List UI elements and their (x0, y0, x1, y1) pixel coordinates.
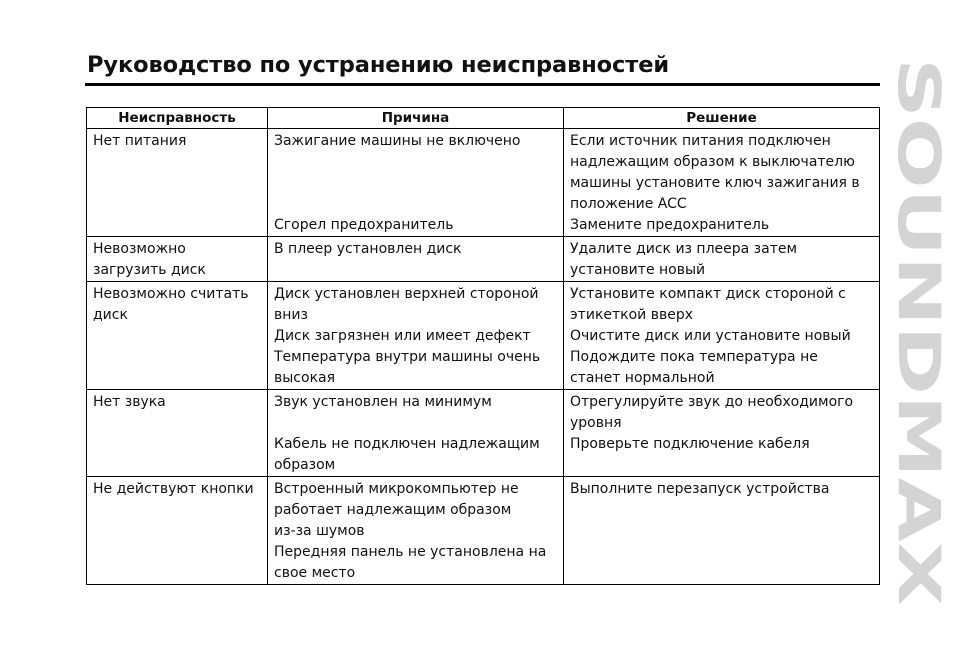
cell-text-line: Диск загрязнен или имеет дефект (274, 328, 531, 344)
table-row (87, 282, 880, 390)
cell-text-line: Удалите диск из плеера затем (570, 241, 798, 257)
cell-solution (564, 477, 880, 585)
cell-solution (564, 390, 880, 477)
cell-text-line: положение ACC (570, 196, 687, 212)
cell-text-line: Замените предохранитель (570, 217, 770, 233)
column-header-cause: Причина (268, 108, 564, 129)
cell-text-line: Выполните перезапуск устройства (570, 481, 830, 497)
cell-problem (87, 282, 268, 390)
cell-text-line: уровня (570, 415, 622, 431)
title-underline (85, 83, 880, 86)
cell-text-line: станет нормальной (570, 370, 715, 386)
cell-text-line: Отрегулируйте звук до необходимого (570, 394, 854, 410)
table-header-row (87, 108, 880, 129)
blank-line (274, 413, 557, 434)
cell-problem (87, 477, 268, 585)
cell-text-line: Кабель не подключен надлежащим (274, 436, 540, 452)
cell-text-line: Не действуют кнопки (93, 481, 254, 497)
brand-logo (885, 58, 953, 608)
cell-text-line: Нет звука (93, 394, 166, 410)
cell-text-line: машины установите ключ зажигания в (570, 175, 860, 191)
cell-text-line: В плеер установлен диск (274, 241, 462, 257)
cell-text-line: высокая (274, 370, 336, 386)
troubleshooting-table (86, 107, 880, 585)
cell-text-line: Невозможно (93, 241, 186, 257)
cell-text-line: этикеткой вверх (570, 307, 694, 323)
cell-text-line: установите новый (570, 262, 706, 278)
cell-solution (564, 282, 880, 390)
cell-solution (564, 129, 880, 237)
page-title: Руководство по устранению неисправностей (87, 52, 670, 78)
cell-text-line: Если источник питания подключен (570, 133, 831, 149)
cell-text-line: Зажигание машины не включено (274, 133, 521, 149)
table-row (87, 129, 880, 237)
cell-text-line: Установите компакт диск стороной с (570, 286, 846, 302)
cell-text-line: Проверьте подключение кабеля (570, 436, 810, 452)
table-row (87, 237, 880, 282)
column-header-problem: Неисправность (87, 108, 268, 129)
table-body (87, 129, 880, 585)
brand-logo-text: SOUNDMAX (885, 58, 953, 441)
cell-text-line: загрузить диск (93, 262, 206, 278)
cell-solution (564, 237, 880, 282)
cell-text-line: Сгорел предохранитель (274, 217, 454, 233)
cell-text-line: Звук установлен на минимум (274, 394, 492, 410)
column-header-solution: Решение (564, 108, 880, 129)
cell-problem (87, 129, 268, 237)
blank-line (274, 152, 557, 173)
cell-problem (87, 390, 268, 477)
cell-text-line: Нет питания (93, 133, 187, 149)
blank-line (274, 173, 557, 194)
cell-text-line: работает надлежащим образом (274, 502, 512, 518)
cell-text-line: образом (274, 457, 336, 473)
cell-cause (268, 477, 564, 585)
table-row (87, 390, 880, 477)
cell-problem (87, 237, 268, 282)
cell-text-line: Очистите диск или установите новый (570, 328, 851, 344)
cell-text-line: Встроенный микрокомпьютер не (274, 481, 519, 497)
cell-text-line: Подождите пока температура не (570, 349, 818, 365)
cell-text-line: надлежащим образом к выключателю (570, 154, 855, 170)
cell-text-line: вниз (274, 307, 308, 323)
cell-cause (268, 129, 564, 237)
cell-text-line: диск (93, 307, 128, 323)
cell-cause (268, 390, 564, 477)
cell-text-line: Невозможно считать (93, 286, 249, 302)
cell-text-line: свое место (274, 565, 356, 581)
cell-text-line: Диск установлен верхней стороной (274, 286, 539, 302)
cell-text-line: Температура внутри машины очень (274, 349, 541, 365)
cell-cause (268, 237, 564, 282)
cell-text-line: Передняя панель не установлена на (274, 544, 547, 560)
blank-line (274, 194, 557, 215)
cell-cause (268, 282, 564, 390)
cell-text-line: из-за шумов (274, 523, 365, 539)
table-row (87, 477, 880, 585)
